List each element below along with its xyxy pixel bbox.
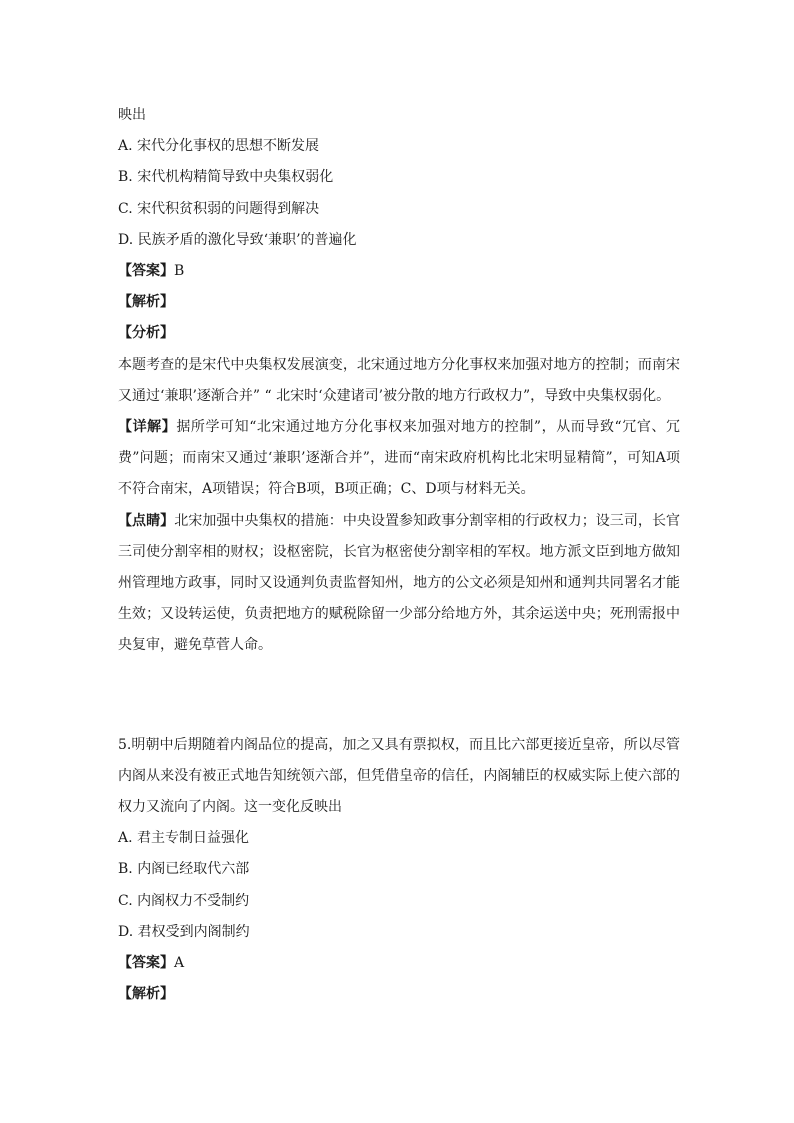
q4-fenxi-text: 本题考查的是宋代中央集权发展演变，北宋通过地方分化事权来加强对地方的控制；而南宋又通过‘兼职’逐渐合并” “ 北宋时‘众建诸司’被分散的地方行政权力”，导致中央集权弱化。 <box>118 356 680 404</box>
question-gap <box>118 662 680 730</box>
q5-option-d: D. 君权受到内阁制约 <box>118 923 250 940</box>
q4-stem-tail: 映出 <box>118 107 146 123</box>
q5-option-b: B. 内阁已经取代六部 <box>118 861 250 878</box>
q4-answer <box>118 256 680 287</box>
q4-option-b: B. 宋代机构精简导致中央集权弱化 <box>118 169 334 186</box>
q4-answer-label: 【答案】 <box>118 263 174 280</box>
q5-answer <box>118 948 680 979</box>
q4-option-d: D. 民族矛盾的激化导致‘兼职’的普遍化 <box>118 231 357 248</box>
q5-answer-label: 【答案】 <box>118 955 174 972</box>
q4-option-a: A. 宋代分化事权的思想不断发展 <box>118 138 320 155</box>
document-page <box>118 100 680 1010</box>
q4-xiangjie-text: 据所学可知“北宋通过地方分化事权来加强对地方的控制”，从而导致“冗官、冗费”问题；而南宋又通过‘兼职’逐渐合并”，进而“南宋政府机构比北宋明显精简”，可知A项不符合南宋，A项错误；符合B项，B项正确；C、D项与材料无关。 <box>118 419 680 498</box>
q5-option-a: A. 君主专制日益强化 <box>118 830 250 847</box>
q4-xiangjie-label: 【详解】 <box>118 419 177 436</box>
q5-stem: 5.明朝中后期随着内阁品位的提高，加之又具有票拟权，而且比六部更接近皇帝，所以尽管内阁从来没有被正式地告知统领六部，但凭借皇帝的信任，内阁辅臣的权威实际上使六部的权力又流向了内阁。这一变化反映出 <box>118 736 680 816</box>
q4-dianjing <box>118 506 680 662</box>
q5-analysis-label: 【解析】 <box>118 986 174 1003</box>
q4-analysis-label: 【解析】 <box>118 294 174 311</box>
q4-xiangjie <box>118 412 680 506</box>
q4-option-c: C. 宋代积贫积弱的问题得到解决 <box>118 200 320 217</box>
q4-answer-value: B <box>174 263 185 280</box>
q4-dianjing-text: 北宋加强中央集权的措施：中央设置参知政事分割宰相的行政权力；设三司，长官三司使分割宰相的财权；设枢密院，长官为枢密使分割宰相的军权。地方派文臣到地方做知州管理地方政事，同时又设通判负责监督知州，地方的公文必须是知州和通判共同署名才能生效；又设转运使，负责把地方的赋税除留一少部分给地方外，其余运送中央；死刑需报中央复审，避免草菅人命。 <box>118 512 681 654</box>
q4-fenxi-label: 【分析】 <box>118 325 174 342</box>
q5-option-c: C. 内阁权力不受制约 <box>118 892 250 909</box>
q4-dianjing-label: 【点睛】 <box>118 512 175 529</box>
q5-answer-value: A <box>174 955 185 972</box>
